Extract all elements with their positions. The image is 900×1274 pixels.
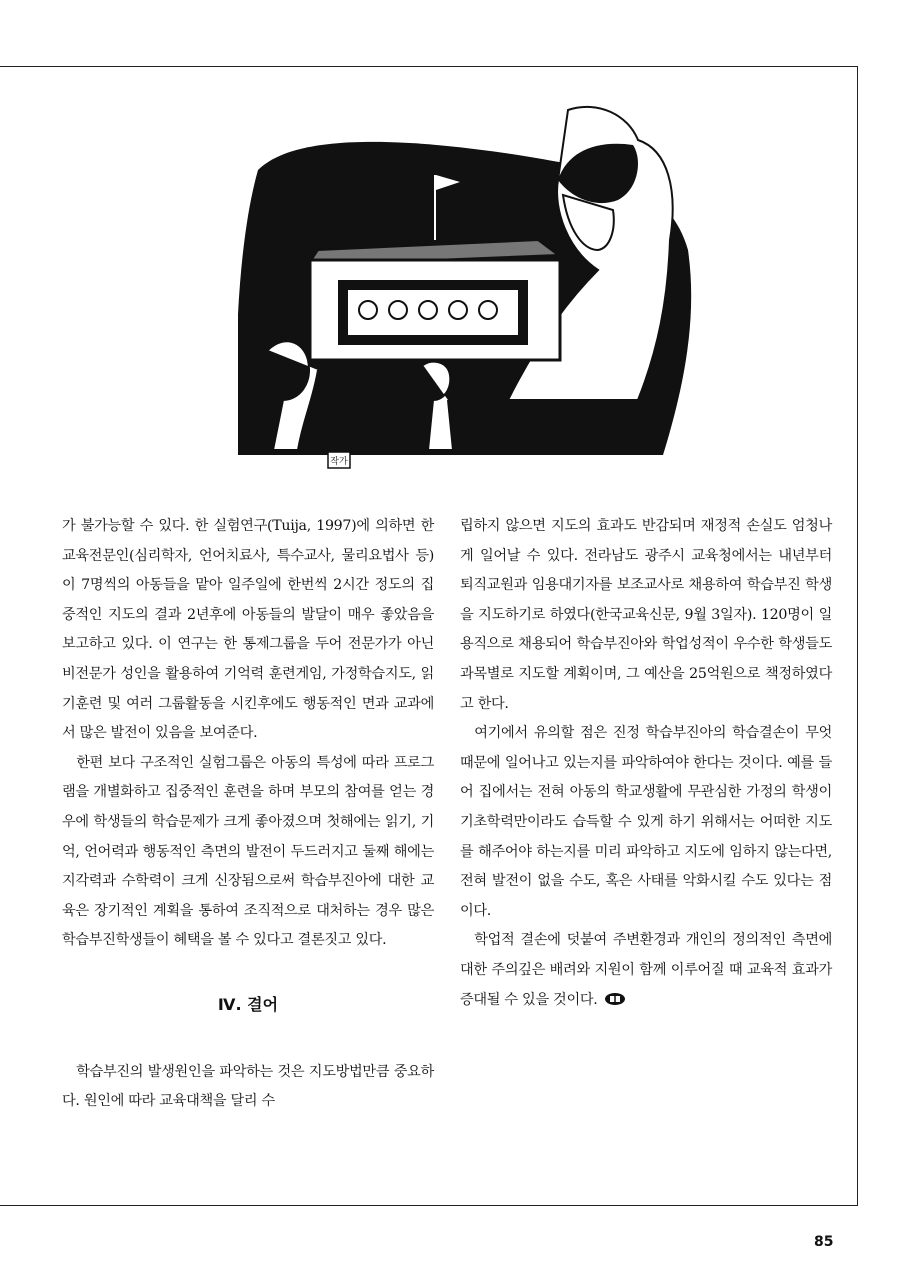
paragraph-final (460, 926, 832, 1015)
left-column (62, 512, 434, 1117)
paragraph: 학습부진의 발생원인을 파악하는 것은 지도방법만큼 중요하다. 원인에 따라 교육대책을 달리 수 (62, 1063, 434, 1110)
end-mark-icon (604, 992, 626, 1006)
svg-text:작가: 작가 (330, 457, 348, 467)
right-column (460, 512, 832, 1015)
paragraph: 한편 보다 구조적인 실험그룹은 아동의 특성에 따라 프로그램을 개별화하고 집중적인 훈련을 하며 부모의 참여를 얻는 경우에 학생들의 학습문제가 크게 좋아졌으며 첫해에는 읽기, 기억, 언어력과 행동적인 측면의 발전이 두드러지고 둘째 해에는 지각력과 수학력이 크게 신장됨으로써 학습부진아에 대한 교육은 장기적인 계획을 통하여 조직적으로 대처하는 경우 많은 학습부진학생들이 혜택을 볼 수 있다고 결론짓고 있다. (62, 754, 434, 949)
page-number: 85 (814, 1234, 834, 1250)
bottom-rule (0, 1205, 858, 1206)
paragraph-text: 학업적 결손에 덧붙여 주변환경과 개인의 정의적인 측면에 대한 주의깊은 배려와 지원이 함께 이루어질 때 교육적 효과가 증대될 수 있을 것이다. (460, 932, 832, 1008)
section-heading: Ⅳ. 결어 (217, 994, 279, 1014)
paragraph: 여기에서 유의할 점은 진정 학습부진아의 학습결손이 무엇 때문에 일어나고 있는지를 파악하여야 한다는 것이다. 예를 들어 집에서는 전혀 아동의 학교생활에 무관심한 가정의 학생이 기초학력만이라도 습득할 수 있게 하기 위해서는 어떠한 지도를 해주어야 하는지를 미리 파악하고 지도에 임하지 않는다면, 전혀 발전이 없을 수도, 혹은 사태를 악화시킬 수도 있다는 점이다. (460, 725, 832, 919)
paragraph: 립하지 않으면 지도의 효과도 반감되며 재정적 손실도 엄청나게 일어날 수 있다. 전라남도 광주시 교육청에서는 내년부터 퇴직교원과 임용대기자를 보조교사로 채용하여 학습부진 학생을 지도하기로 하였다(한국교육신문, 9월 3일자). 120명이 일용직으로 채용되어 학습부진아와 학업성적이 우수한 학생들도 과목별로 지도할 계획이며, 그 예산을 25억원으로 책정하였다고 한다. (460, 518, 832, 712)
paragraph: 가 불가능할 수 있다. 한 실험연구(Tuija, 1997)에 의하면 한 교육전문인(심리학자, 언어치료사, 특수교사, 물리요법사 등)이 7명씩의 아동들을 맡아 일주일에 한번씩 2시간 정도의 집중적인 지도의 결과 2년후에 아동들의 발달이 매우 좋았음을 보고하고 있다. 이 연구는 한 통제그룹을 두어 전문가가 아닌 비전문가 성인을 활용하여 기억력 훈련게임, 가정학습지도, 읽기훈련 및 여러 그룹활동을 시킨후에도 행동적인 면과 교과에서 많은 발전이 있음을 보여준다. (62, 518, 434, 742)
right-rule (857, 66, 858, 1206)
top-rule (0, 66, 858, 67)
school-illustration (238, 100, 698, 470)
